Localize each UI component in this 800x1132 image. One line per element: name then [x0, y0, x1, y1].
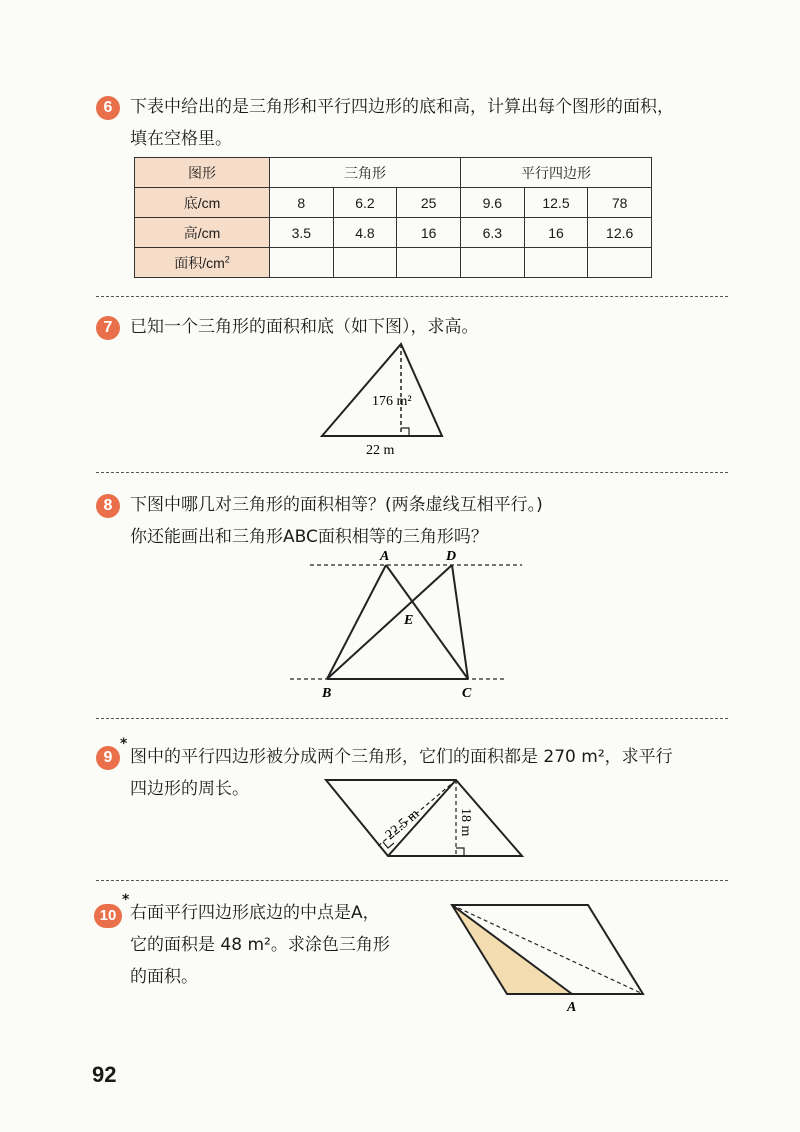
- question-6-badge: 6: [96, 96, 120, 120]
- question-10-line-2: 它的面积是 48 m²。求涂色三角形: [130, 935, 390, 955]
- table-base-label: 底/cm: [135, 188, 270, 218]
- question-9-line-1: 图中的平行四边形被分成两个三角形，它们的面积都是 270 m²，求平行: [130, 747, 673, 767]
- question-8-line-1: 下图中哪几对三角形的面积相等？(两条虚线互相平行。): [130, 495, 543, 515]
- table-height-label: 高/cm: [135, 218, 270, 248]
- point-label-d: D: [446, 549, 457, 564]
- point-label-b: B: [322, 686, 332, 701]
- question-10-line-3: 的面积。: [130, 967, 198, 987]
- point-label-e: E: [404, 613, 414, 628]
- point-label-a: A: [380, 549, 390, 564]
- page-number: 92: [92, 1062, 117, 1087]
- area-label-sup: 2: [224, 253, 230, 264]
- table-cell: 8: [270, 188, 334, 218]
- question-7-text: 已知一个三角形的面积和底（如下图），求高。: [130, 317, 479, 337]
- question-10-badge: 10: [94, 904, 122, 928]
- table-cell: 12.5: [524, 188, 588, 218]
- table-header-parallelogram: 平行四边形: [461, 158, 652, 188]
- question-6-line-2: 填在空格里。: [130, 129, 232, 149]
- table-cell: 25: [397, 188, 461, 218]
- table-cell: 16: [524, 218, 588, 248]
- table-cell: 3.5: [270, 218, 334, 248]
- point-label-c: C: [462, 686, 472, 701]
- q9-height-label: 18 m: [458, 808, 473, 837]
- table-cell: 9.6: [461, 188, 525, 218]
- question-8-line-2: 你还能画出和三角形ABC面积相等的三角形吗？: [130, 527, 488, 547]
- question-9-line-2: 四边形的周长。: [130, 779, 249, 799]
- q9-side-label: 22.5 m: [382, 806, 423, 844]
- question-6-line-1: 下表中给出的是三角形和平行四边形的底和高，计算出每个图形的面积，: [130, 97, 674, 117]
- question-10-line-1: 右面平行四边形底边的中点是A，: [130, 903, 380, 923]
- optional-star-q10: *: [122, 892, 130, 908]
- q7-area-label: 176 m²: [372, 394, 412, 409]
- table-header-triangle: 三角形: [270, 158, 461, 188]
- table-cell: 6.3: [461, 218, 525, 248]
- area-label-text: 面积/cm: [174, 254, 225, 271]
- table-cell: 6.2: [333, 188, 397, 218]
- table-cell: 4.8: [333, 218, 397, 248]
- table-cell: 16: [397, 218, 461, 248]
- question-7-badge: 7: [96, 316, 120, 340]
- q10-point-label-a: A: [567, 1000, 577, 1015]
- question-8-badge: 8: [96, 494, 120, 518]
- question-9-badge: 9: [96, 746, 120, 770]
- q7-base-label: 22 m: [366, 443, 395, 458]
- table-cell: 12.6: [588, 218, 652, 248]
- table-cell: 78: [588, 188, 652, 218]
- optional-star-q9: *: [120, 736, 128, 752]
- table-header-shape: 图形: [135, 158, 270, 188]
